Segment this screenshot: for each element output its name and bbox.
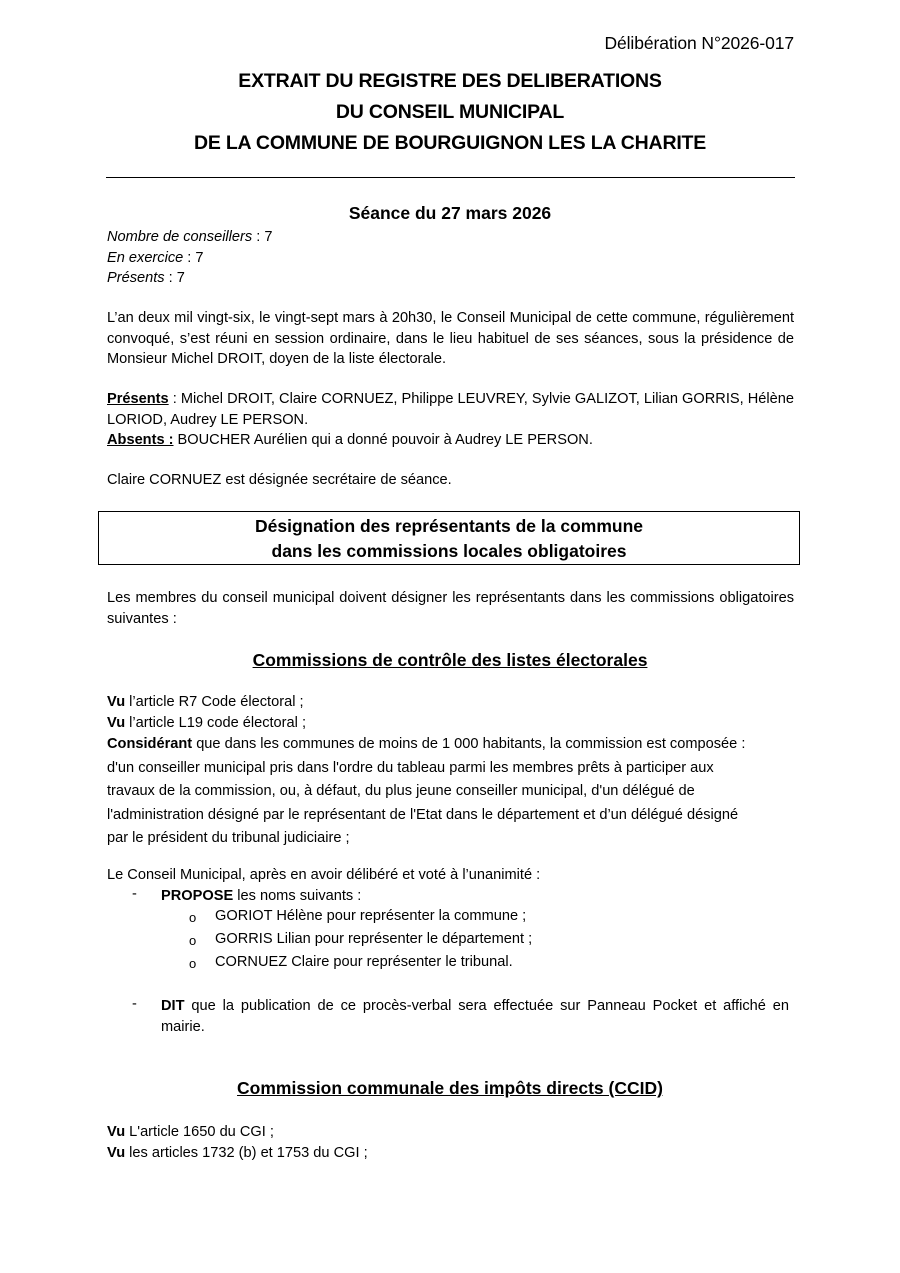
considerant-paragraph [107, 733, 794, 851]
attendance-paragraph [107, 389, 794, 451]
title-line: DE LA COMMUNE DE BOURGUIGNON LES LA CHARITE [193, 132, 707, 154]
nominee-item: CORNUEZ Claire pour représenter le tribunal. [215, 954, 513, 970]
decision-intro: Le Conseil Municipal, après en avoir délibéré et voté à l’unanimité : [107, 867, 541, 883]
subject-box [98, 511, 800, 565]
dash-bullet: - [132, 996, 137, 1012]
vu-line: Vu l’article R7 Code électoral ; [107, 694, 304, 710]
nominee-item: GORIOT Hélène pour représenter la commune ; [215, 908, 527, 924]
presents-label: Présents [107, 391, 169, 407]
vu-line: Vu l’article L19 code électoral ; [107, 714, 307, 731]
absents-text: BOUCHER Aurélien qui a donné pouvoir à Audrey LE PERSON. [173, 432, 593, 448]
presents-list: : Michel DROIT, Claire CORNUEZ, Philippe LEUVREY, Sylvie GALIZOT, Lilian GORRIS, Hélène LORIOD, Audrey LE PERSON. [107, 391, 794, 428]
deliberation-number: Délibération N°2026-017 [604, 33, 794, 53]
vu-line: Vu L'article 1650 du CGI ; [107, 1124, 274, 1140]
considerant-line: l'administration désigné par le représentant de l'Etat dans le département et d’un délégué désigné [107, 806, 739, 823]
circle-bullet: o [189, 956, 197, 971]
considerant-line: Considérant que dans les communes de moins de 1 000 habitants, la commission est composée : [107, 736, 746, 752]
section-title-ccid: Commission communale des impôts directs (CCID) [237, 1078, 663, 1098]
title-line: DU CONSEIL MUNICIPAL [335, 101, 565, 123]
intro-paragraph: L’an deux mil vingt-six, le vingt-sept mars à 20h30, le Conseil Municipal de cette commune, régulièrement convoqué, s’est réuni en session ordinaire, dans le lieu habituel de ses séances, sous la présidence de Monsieur Michel DROIT, doyen de la liste électorale. [107, 310, 794, 367]
nominee-item: GORRIS Lilian pour représenter le département ; [215, 931, 533, 947]
subject-line: Désignation des représentants de la commune [254, 516, 644, 536]
legal-references [107, 692, 794, 733]
dash-bullet: - [132, 886, 137, 902]
propose-line: PROPOSE les noms suivants : [161, 888, 362, 904]
count-line: En exercice : 7 [107, 249, 204, 266]
secretary-line: Claire CORNUEZ est désignée secrétaire de séance. [107, 472, 452, 488]
circle-bullet: o [189, 933, 197, 948]
section-title-electoral-lists: Commissions de contrôle des listes électorales [252, 650, 648, 670]
subject-intro: Les membres du conseil municipal doivent désigner les représentants dans les commissions obligatoires suivantes : [107, 590, 794, 627]
considerant-line: par le président du tribunal judiciaire ; [107, 830, 350, 846]
circle-bullet: o [189, 910, 197, 925]
count-line: Nombre de conseillers : 7 [107, 229, 273, 245]
ccid-legal-references [107, 1122, 794, 1163]
horizontal-divider [106, 177, 795, 178]
considerant-line: travaux de la commission, ou, à défaut, du plus jeune conseiller municipal, d'un délégué de [107, 783, 695, 799]
title-line: EXTRAIT DU REGISTRE DES DELIBERATIONS [238, 70, 662, 92]
seance-title: Séance du 27 mars 2026 [348, 203, 552, 223]
absents-label: Absents : [107, 432, 174, 448]
subject-line: dans les commissions locales obligatoires [271, 541, 627, 561]
register-title [100, 66, 800, 159]
dit-paragraph: DIT que la publication de ce procès-verbal sera effectuée sur Panneau Pocket et affiché en mairie. [161, 998, 789, 1035]
considerant-line: d'un conseiller municipal pris dans l'ordre du tableau parmi les membres prêts à participer aux [107, 759, 714, 776]
council-counts [107, 227, 794, 289]
count-line: Présents : 7 [107, 270, 185, 286]
vu-line: Vu les articles 1732 (b) et 1753 du CGI ; [107, 1144, 368, 1161]
absents-line [107, 430, 794, 451]
